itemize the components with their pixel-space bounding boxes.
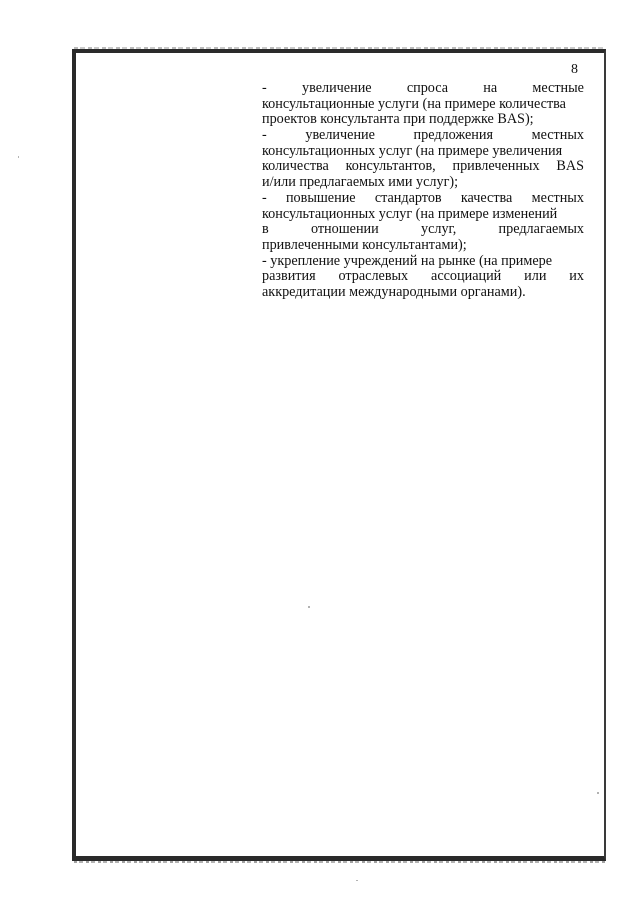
text-fragment: - (262, 189, 267, 206)
text-fragment: качества (460, 189, 513, 206)
text-line (262, 254, 584, 270)
text-fragment: местных (531, 127, 584, 144)
text-fragment: местных (531, 189, 584, 206)
text-fragment: стандартов (374, 189, 442, 206)
text-line (262, 238, 584, 254)
body-text (262, 81, 584, 301)
text-fragment: - укрепление учреждений на рынке (на примере (262, 252, 553, 269)
scan-speck (597, 792, 599, 794)
text-fragment: - (262, 127, 267, 144)
text-fragment: и/или предлагаемых ими услуг); (262, 174, 459, 191)
text-fragment: BAS (556, 158, 584, 175)
text-line (262, 112, 584, 128)
text-fragment: развития (262, 268, 316, 285)
text-fragment: в (262, 221, 269, 238)
text-fragment: местные (532, 80, 584, 96)
text-fragment: предложения (413, 127, 494, 144)
scan-speck (18, 156, 19, 158)
text-line (262, 175, 584, 191)
text-fragment: их (569, 268, 584, 285)
text-line (262, 285, 584, 301)
text-fragment: отраслевых (338, 268, 409, 285)
text-fragment: количества (262, 158, 329, 175)
text-fragment: ассоциаций (431, 268, 502, 285)
text-line (262, 144, 584, 160)
text-fragment: услуг, (420, 221, 457, 238)
text-fragment: повышение (285, 189, 356, 206)
text-fragment: спроса (406, 80, 449, 96)
text-fragment: привлеченных (452, 158, 540, 175)
text-fragment: увеличение (301, 80, 372, 96)
text-fragment: консультационных услуг (на примере увеличения (262, 142, 563, 159)
scan-speck (308, 606, 310, 608)
text-fragment: аккредитации международными органами). (262, 283, 526, 300)
text-fragment: консультантов, (345, 158, 436, 175)
text-fragment: увеличение (305, 127, 375, 144)
text-fragment: проектов консультанта при поддержке BAS); (262, 111, 534, 128)
text-line (262, 222, 584, 238)
text-line (262, 207, 584, 223)
scan-speck (356, 880, 358, 881)
text-line (262, 128, 584, 144)
text-fragment: на (483, 80, 498, 96)
text-fragment: привлеченными консультантами); (262, 236, 467, 253)
text-line (262, 81, 584, 97)
text-fragment: - (262, 80, 267, 96)
text-fragment: или (524, 268, 547, 285)
text-fragment: отношении (310, 221, 379, 238)
text-fragment: консультационных услуг (на примере изменений (262, 205, 558, 222)
text-line (262, 159, 584, 175)
text-fragment: предлагаемых (498, 221, 584, 238)
text-fragment: консультационные услуги (на примере количества (262, 95, 566, 112)
text-line (262, 191, 584, 207)
text-line (262, 269, 584, 285)
page-number: 8 (571, 62, 578, 77)
text-line (262, 97, 584, 113)
